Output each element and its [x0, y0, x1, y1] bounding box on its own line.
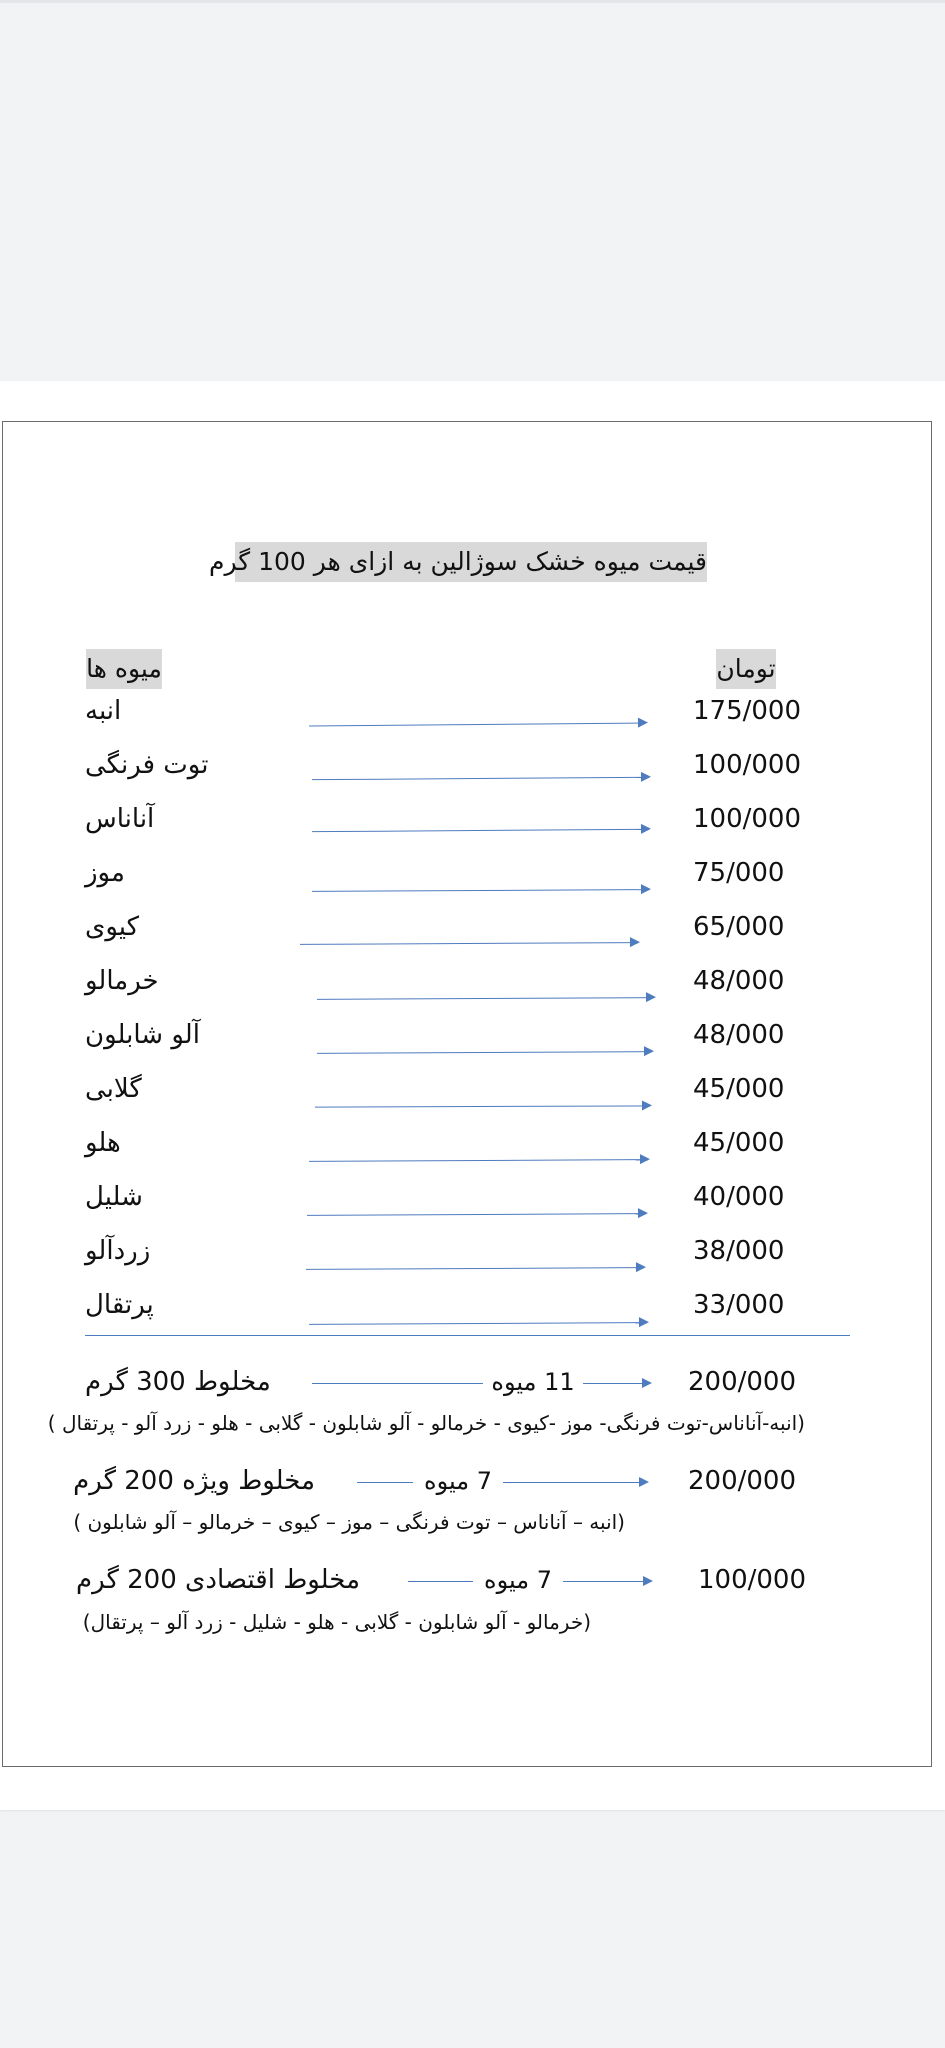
- header-fruits: میوه ها: [86, 649, 162, 689]
- table-row: [3, 846, 933, 900]
- table-row: [3, 1062, 933, 1116]
- table-row: [3, 954, 933, 1008]
- price-list-frame: [2, 421, 932, 1767]
- mix-price: 200/000: [688, 1367, 797, 1397]
- fruit-name: آناناس: [85, 804, 155, 834]
- arrow-icon: [309, 723, 646, 728]
- mix-name: مخلوط 300 گرم: [85, 1367, 271, 1397]
- mix-count: 11 میوه: [483, 1360, 583, 1404]
- table-row: [3, 738, 933, 792]
- fruit-price: 38/000: [693, 1236, 785, 1266]
- arrow-icon: [312, 1383, 650, 1385]
- fruit-name: شلیل: [85, 1182, 143, 1212]
- arrow-icon: [309, 1159, 648, 1163]
- fruit-price: 100/000: [693, 750, 802, 780]
- mix-name: مخلوط اقتصادی 200 گرم: [76, 1565, 360, 1595]
- page-title: قیمت میوه خشک سوژالین به ازای هر 100 گرم: [235, 542, 707, 582]
- mix-count: 7 میوه: [413, 1459, 503, 1503]
- mix-items: (انبه – آناناس – توت فرنگی – موز – کیوی – خرمالو – آلو شابلون ): [73, 1510, 625, 1534]
- table-row: [3, 1116, 933, 1170]
- fruit-price: 45/000: [693, 1074, 785, 1104]
- mix-items: (خرمالو - آلو شابلون - گلابی - هلو - شلیل - زرد آلو – پرتقال): [82, 1610, 591, 1634]
- table-row: [3, 900, 933, 954]
- table-row: [3, 684, 933, 738]
- table-row: [3, 1008, 933, 1062]
- mix-price: 100/000: [698, 1565, 807, 1595]
- table-row: [3, 792, 933, 846]
- fruit-name: موز: [85, 858, 125, 888]
- table-row: [3, 1278, 933, 1332]
- arrow-icon: [307, 1213, 646, 1217]
- fruit-name: پرتقال: [85, 1290, 154, 1320]
- table-row: [3, 1224, 933, 1278]
- fruit-name: خرمالو: [85, 966, 159, 996]
- fruit-name: انبه: [85, 696, 122, 726]
- header-price: تومان: [716, 649, 776, 689]
- document-page[interactable]: [0, 381, 945, 1810]
- arrow-icon: [312, 829, 649, 833]
- table-row: [3, 1170, 933, 1224]
- fruit-price: 33/000: [693, 1290, 785, 1320]
- fruit-price: 48/000: [693, 966, 785, 996]
- arrow-icon: [309, 1322, 647, 1326]
- arrow-icon: [312, 889, 649, 893]
- mix-price: 200/000: [688, 1466, 797, 1496]
- fruit-price: 45/000: [693, 1128, 785, 1158]
- arrow-icon: [300, 942, 638, 946]
- arrow-icon: [312, 777, 649, 781]
- arrow-icon: [317, 997, 654, 1001]
- mix-count: 7 میوه: [473, 1558, 563, 1602]
- fruit-name: زردآلو: [85, 1236, 151, 1266]
- section-divider: [85, 1335, 850, 1336]
- fruit-name: هلو: [85, 1128, 121, 1158]
- fruit-name: کیوی: [85, 912, 140, 942]
- fruit-price: 40/000: [693, 1182, 785, 1212]
- fruit-price: 65/000: [693, 912, 785, 942]
- fruit-name: گلابی: [85, 1074, 142, 1104]
- arrow-icon: [315, 1105, 650, 1108]
- mix-name: مخلوط ویژه 200 گرم: [73, 1466, 315, 1496]
- mix-items: (انبه-آناناس-توت فرنگی- موز -کیوی - خرمالو - آلو شابلون - گلابی - هلو - زرد آلو - پرتقال ): [47, 1411, 805, 1435]
- arrow-icon: [317, 1051, 652, 1055]
- fruit-price: 100/000: [693, 804, 802, 834]
- arrow-icon: [306, 1267, 644, 1271]
- top-edge: [0, 0, 945, 3]
- fruit-price: 75/000: [693, 858, 785, 888]
- fruit-price: 175/000: [693, 696, 802, 726]
- fruit-name: آلو شابلون: [85, 1020, 200, 1050]
- fruit-name: توت فرنگی: [85, 750, 209, 780]
- fruit-price: 48/000: [693, 1020, 785, 1050]
